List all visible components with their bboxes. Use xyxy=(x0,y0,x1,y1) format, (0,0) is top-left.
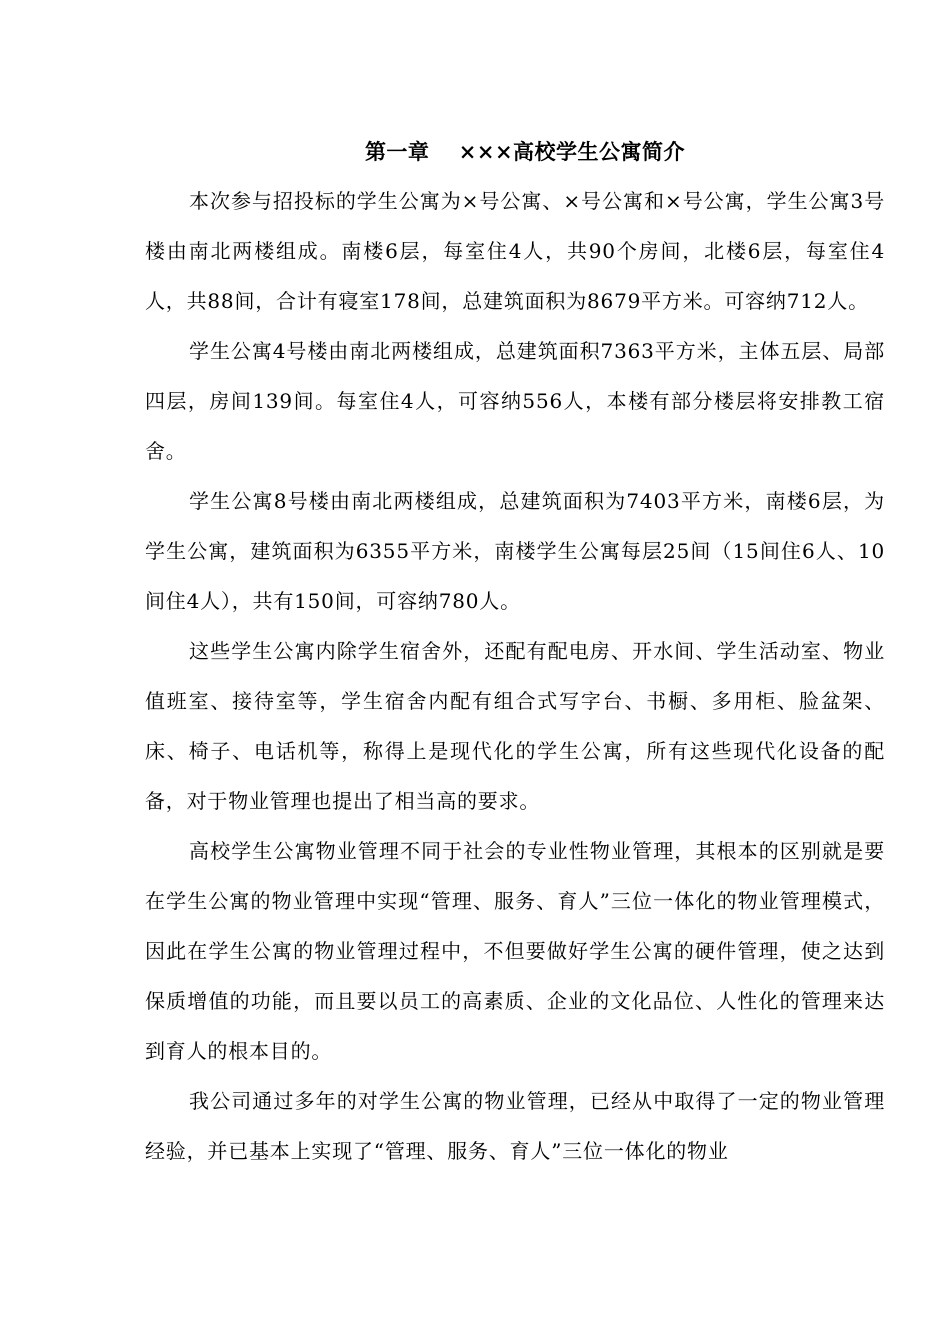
chapter-title: 第一章 ×××高校学生公寓简介 xyxy=(364,139,686,164)
paragraph-5: 高校学生公寓物业管理不同于社会的专业性物业管理，其根本的区别就是要在学生公寓的物业管理中实现“管理、服务、育人”三位一体化的物业管理模式，因此在学生公寓的物业管理过程中，不但要做好学生公寓的硬件管理，使之达到保质增值的功能，而且要以员工的高素质、企业的文化品位、人性化的管理来达到育人的根本目的。 xyxy=(145,839,885,1063)
paragraph-1: 本次参与招投标的学生公寓为×号公寓、×号公寓和×号公寓，学生公寓3号楼由南北两楼组成。南楼6层，每室住4人，共90个房间，北楼6层，每室住4人，共88间，合计有寝室178间，总建筑面积为8679平方米。可容纳712人。 xyxy=(145,189,885,313)
paragraph-2: 学生公寓4号楼由南北两楼组成，总建筑面积7363平方米，主体五层、局部四层，房间139间。每室住4人，可容纳556人，本楼有部分楼层将安排教工宿舍。 xyxy=(145,339,885,463)
paragraph-4: 这些学生公寓内除学生宿舍外，还配有配电房、开水间、学生活动室、物业值班室、接待室等，学生宿舍内配有组合式写字台、书橱、多用柜、脸盆架、床、椅子、电话机等，称得上是现代化的学生公寓，所有这些现代化设备的配备，对于物业管理也提出了相当高的要求。 xyxy=(145,639,885,813)
paragraph-3: 学生公寓8号楼由南北两楼组成，总建筑面积为7403平方米，南楼6层，为学生公寓，建筑面积为6355平方米，南楼学生公寓每层25间（15间住6人、10间住4人），共有150间，可容纳780人。 xyxy=(145,489,885,613)
body-text xyxy=(145,176,885,1176)
paragraph-6: 我公司通过多年的对学生公寓的物业管理，已经从中取得了一定的物业管理经验，并已基本上实现了“管理、服务、育人”三位一体化的物业 xyxy=(145,1089,885,1163)
